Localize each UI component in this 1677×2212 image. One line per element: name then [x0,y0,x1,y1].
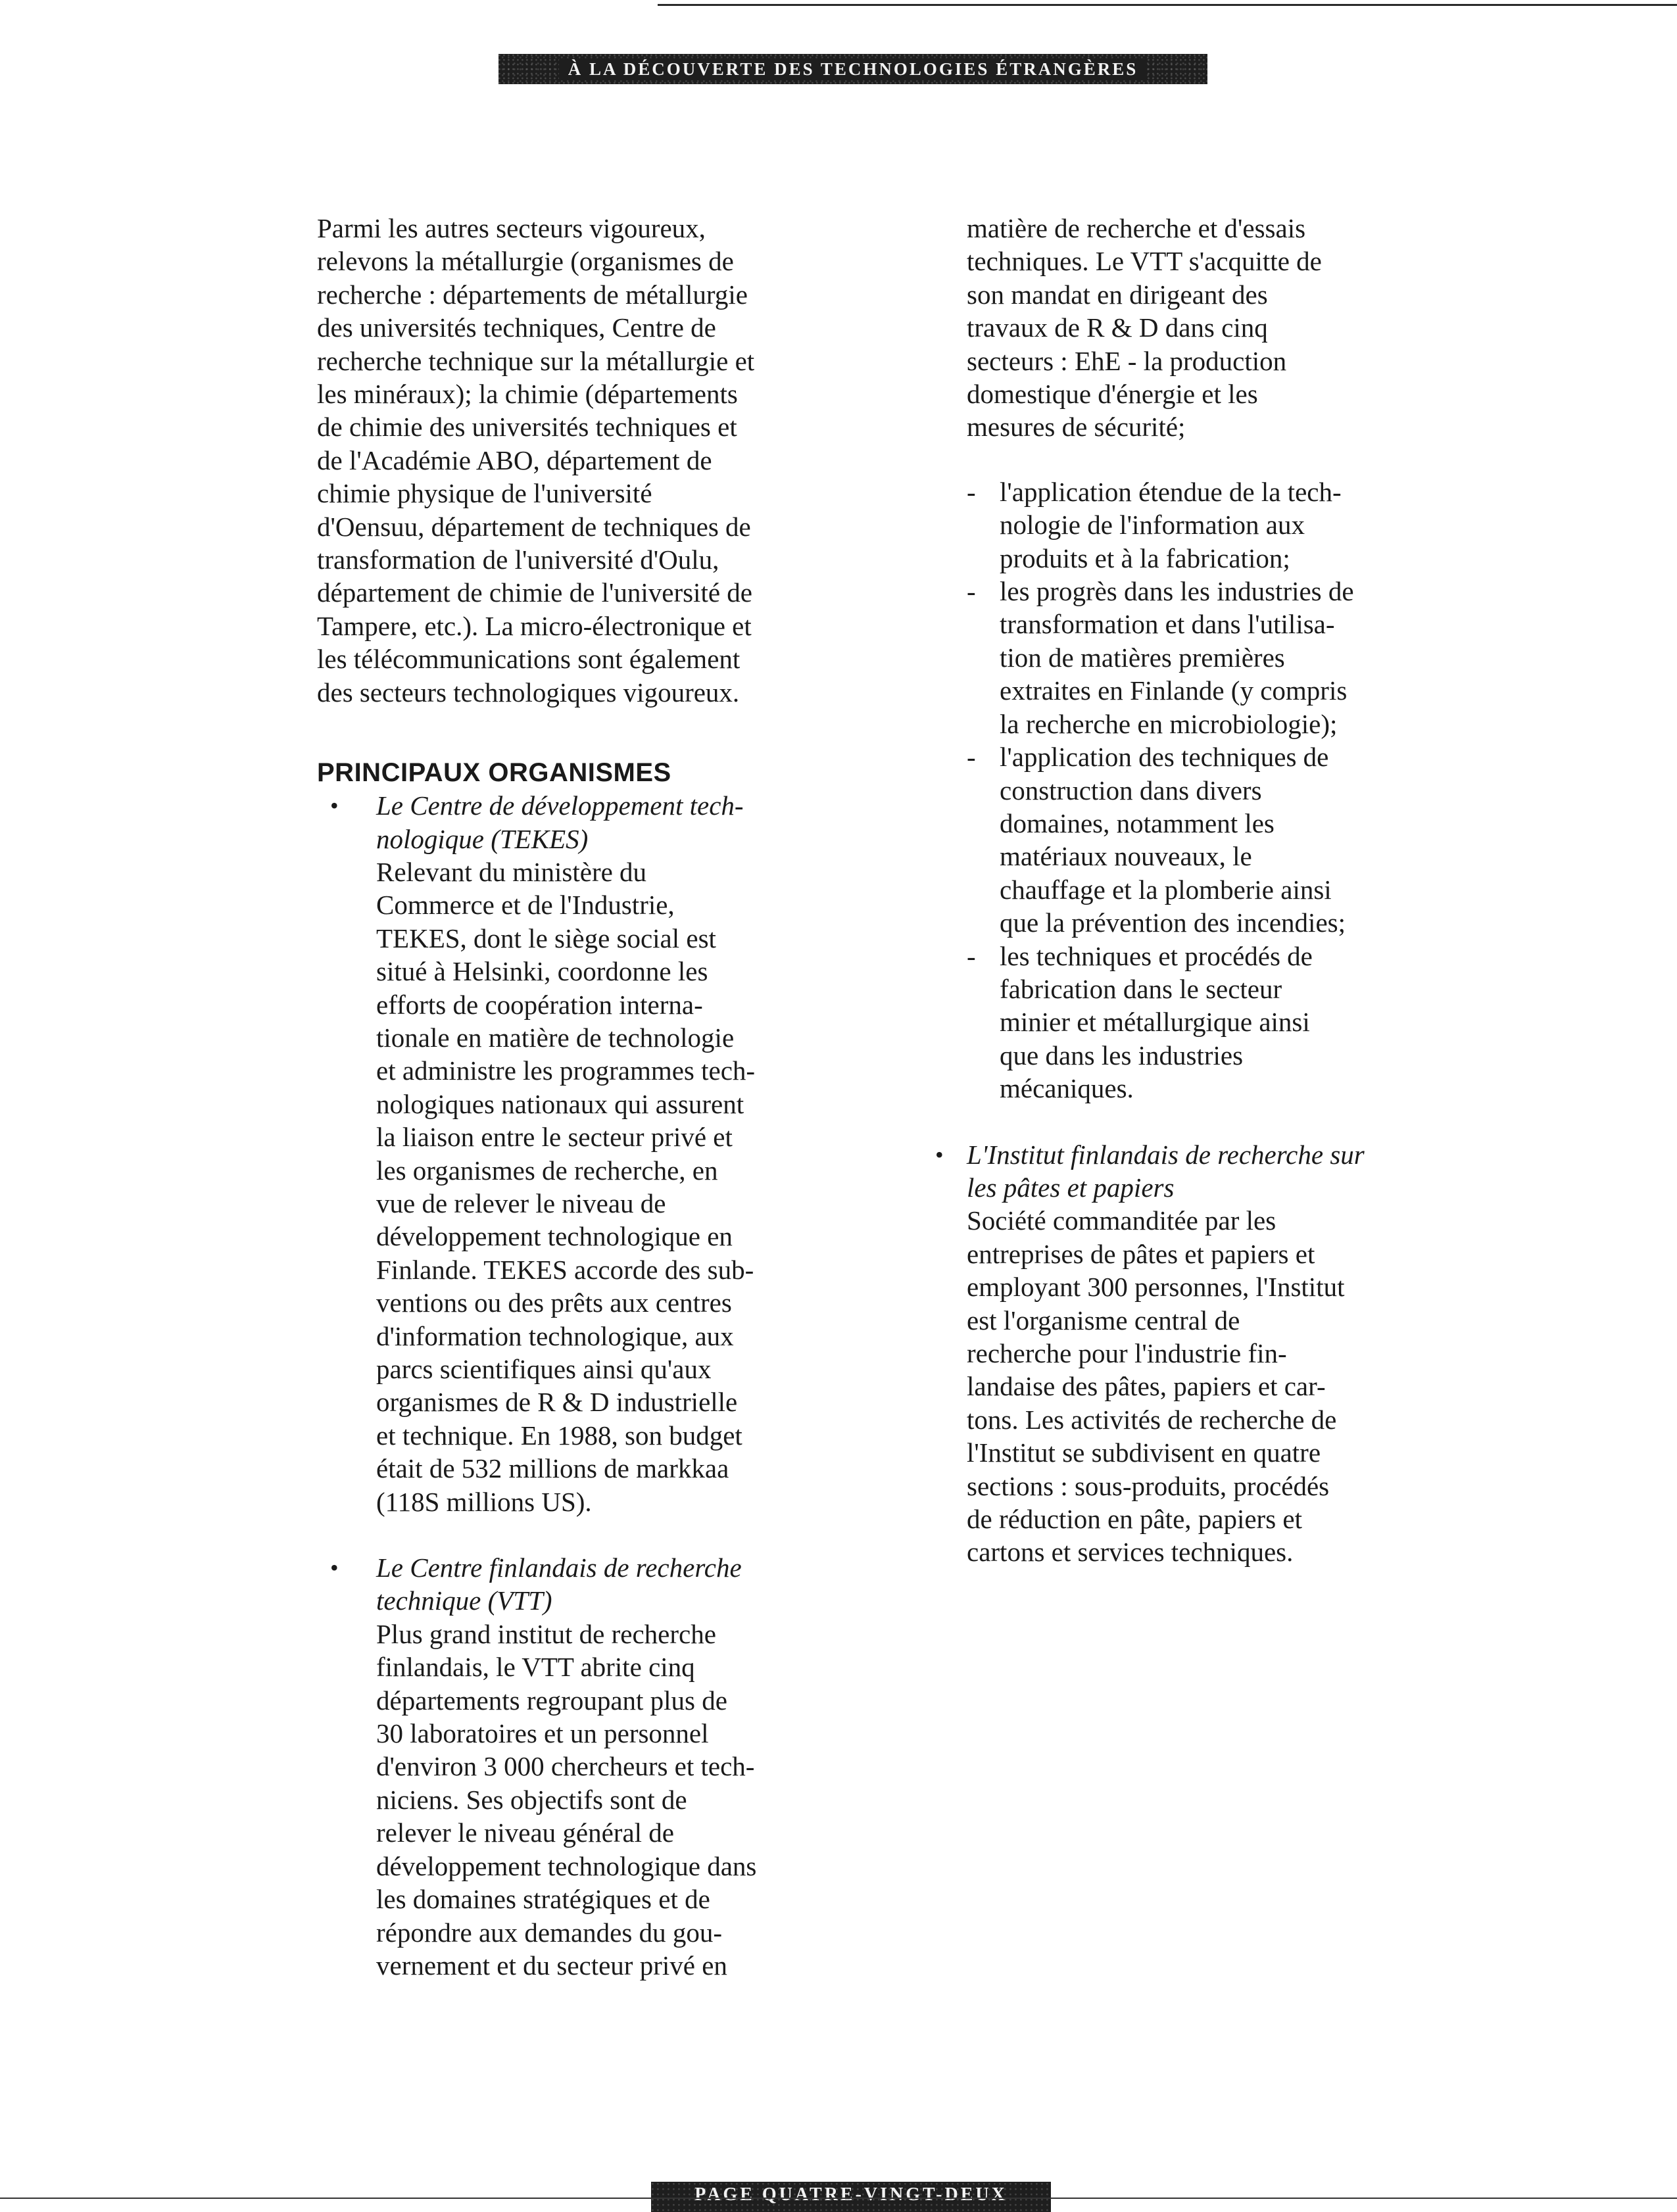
text-line: les domaines stratégiques et de [376,1884,710,1915]
text-line: de réduction en pâte, papiers et [967,1504,1302,1535]
bottom-rule [0,2198,1677,2199]
left-column [317,212,817,1982]
bullet-icon: • [330,792,339,819]
text-line: l'Institut se subdivisent en quatre [967,1437,1321,1468]
text-line: recherche : départements de métallurgie [317,279,748,310]
text-line: secteurs : EhE - la production [967,345,1287,376]
text-line: mécaniques. [1000,1073,1134,1104]
tekes-body [376,855,817,1518]
text-line: de chimie des universités techniques et [317,412,737,443]
text-line: nologie de l'information aux [1000,510,1305,541]
text-line: des secteurs technologiques vigoureux. [317,677,740,708]
text-line: la liaison entre le secteur privé et [376,1122,733,1153]
text-line: Plus grand institut de recherche [376,1618,716,1649]
section-heading: PRINCIPAUX ORGANISMES [317,758,671,788]
right-column [935,212,1414,1569]
text-line: et technique. En 1988, son budget [376,1420,742,1451]
vtt-continuation [967,212,1414,444]
text-line: fabrication dans le secteur [1000,973,1282,1004]
bullet-icon: • [330,1554,339,1581]
text-line: Relevant du ministère du [376,856,647,887]
text-line: ventions ou des prêts aux centres [376,1287,732,1318]
dash-marker: - [967,576,976,607]
text-line: Commerce et de l'Industrie, [376,890,675,921]
text-line: d'environ 3 000 chercheurs et tech- [376,1751,755,1782]
text-line: mesures de sécurité; [967,412,1186,443]
text-line: l'application des techniques de [1000,742,1329,773]
text-line: tionale en matière de technologie [376,1022,735,1053]
text-line: tion de matières premières [1000,642,1285,673]
text-line: que dans les industries [1000,1040,1244,1070]
dash-marker: - [967,742,976,773]
text-line: son mandat en dirigeant des [967,279,1268,310]
text-line: l'application étendue de la tech- [1000,476,1342,507]
text-line: parcs scientifiques ainsi qu'aux [376,1354,712,1384]
text-line: techniques. Le VTT s'acquitte de [967,246,1322,277]
running-header-title: À LA DÉCOUVERTE DES TECHNOLOGIES ÉTRANGÈRES [559,59,1148,80]
text-line: la recherche en microbiologie); [1000,708,1338,739]
text-line: de l'Académie ABO, département de [317,445,712,475]
text-line: les organismes de recherche, en [376,1155,718,1186]
institut-body [967,1204,1414,1568]
text-line: travaux de R & D dans cinq [967,312,1268,343]
text-line: Société commanditée par les [967,1205,1276,1236]
tekes-title [376,789,817,855]
title-line: Le Centre de développement tech- [376,790,744,821]
list-item [967,940,1414,1105]
text-line: recherche technique sur la métallurgie et [317,345,755,376]
dash-marker: - [967,940,976,971]
page-footer [651,2182,1051,2212]
text-line: est l'organisme central de [967,1305,1240,1335]
list-item [967,575,1414,740]
title-line: nologique (TEKES) [376,823,589,854]
page-number-label: PAGE QUATRE-VINGT-DEUX [694,2184,1008,2205]
text-line: entreprises de pâtes et papiers et [967,1238,1315,1269]
text-line: nologiques nationaux qui assurent [376,1088,744,1119]
text-line: matière de recherche et d'essais [967,213,1306,243]
text-line: tons. Les activités de recherche de [967,1404,1337,1435]
vtt-title [376,1551,817,1618]
intro-paragraph [317,212,817,709]
text-line: finlandais, le VTT abrite cinq [376,1652,695,1683]
text-line: vernement et du secteur privé en [376,1950,727,1981]
dash-marker: - [967,476,976,507]
text-line: transformation et dans l'utilisa- [1000,609,1335,640]
text-line: minier et métallurgique ainsi [1000,1007,1310,1038]
vtt-body [376,1618,817,1982]
text-line: que la prévention des incendies; [1000,907,1346,938]
list-item [967,740,1414,939]
text-line: relevons la métallurgie (organismes de [317,246,734,277]
text-line: recherche pour l'industrie fin- [967,1338,1287,1368]
text-line: département de chimie de l'université de [317,577,752,608]
text-line: TEKES, dont le siège social est [376,923,716,953]
text-line: départements regroupant plus de [376,1685,727,1716]
bullet-vtt [317,1551,817,1982]
title-line: technique (VTT) [376,1585,552,1616]
text-line: employant 300 personnes, l'Institut [967,1272,1345,1303]
text-line: relever le niveau général de [376,1817,675,1848]
text-line: vue de relever le niveau de [376,1188,666,1218]
text-line: d'Oensuu, département de techniques de [317,511,751,542]
text-line: construction dans divers [1000,775,1262,805]
text-line: les techniques et procédés de [1000,940,1313,971]
text-line: Tampere, etc.). La micro-électronique et [317,610,752,641]
vtt-sector-list [967,475,1414,1105]
text-line: développement technologique dans [376,1850,757,1881]
spacer [967,1105,1414,1138]
spacer [317,1518,817,1551]
text-line: des universités techniques, Centre de [317,312,716,343]
text-line: les télécommunications sont également [317,644,741,675]
text-line: situé à Helsinki, coordonne les [376,956,708,987]
title-line: les pâtes et papiers [967,1172,1175,1203]
text-line: chauffage et la plomberie ainsi [1000,874,1332,905]
bullet-institut [935,1138,1414,1569]
text-line: les progrès dans les industries de [1000,576,1354,607]
text-line: répondre aux demandes du gou- [376,1917,722,1948]
text-line: domaines, notamment les [1000,807,1275,838]
text-line: 30 laboratoires et un personnel [376,1718,709,1749]
text-line: sections : sous-produits, procédés [967,1470,1330,1501]
text-line: d'information technologique, aux [376,1320,734,1351]
text-line: Finlande. TEKES accorde des sub- [376,1254,754,1285]
text-line: chimie physique de l'université [317,478,652,509]
running-header [498,54,1207,84]
title-line: L'Institut finlandais de recherche sur [967,1139,1365,1170]
text-line: était de 532 millions de markkaa [376,1453,729,1484]
list-item [967,475,1414,575]
spacer [967,444,1414,475]
text-line: niciens. Ses objectifs sont de [376,1784,687,1815]
spacer [317,709,817,756]
text-line: cartons et services techniques. [967,1537,1294,1568]
text-line: les minéraux); la chimie (départements [317,379,738,410]
text-line: landaise des pâtes, papiers et car- [967,1371,1326,1402]
text-line: domestique d'énergie et les [967,379,1258,410]
bullet-tekes [317,789,817,1518]
text-line: développement technologique en [376,1221,733,1252]
text-line: et administre les programmes tech- [376,1055,756,1086]
text-line: transformation de l'université d'Oulu, [317,544,719,575]
bullet-icon: • [935,1141,944,1168]
text-line: organismes de R & D industrielle [376,1387,738,1418]
text-line: (118S millions US). [376,1486,592,1517]
institut-title [967,1138,1414,1205]
text-line: efforts de coopération interna- [376,989,703,1020]
title-line: Le Centre finlandais de recherche [376,1552,742,1583]
text-line: produits et à la fabrication; [1000,542,1290,573]
text-line: matériaux nouveaux, le [1000,841,1252,872]
top-rule [658,4,1677,6]
text-line: extraites en Finlande (y compris [1000,675,1348,706]
text-line: Parmi les autres secteurs vigoureux, [317,213,706,243]
